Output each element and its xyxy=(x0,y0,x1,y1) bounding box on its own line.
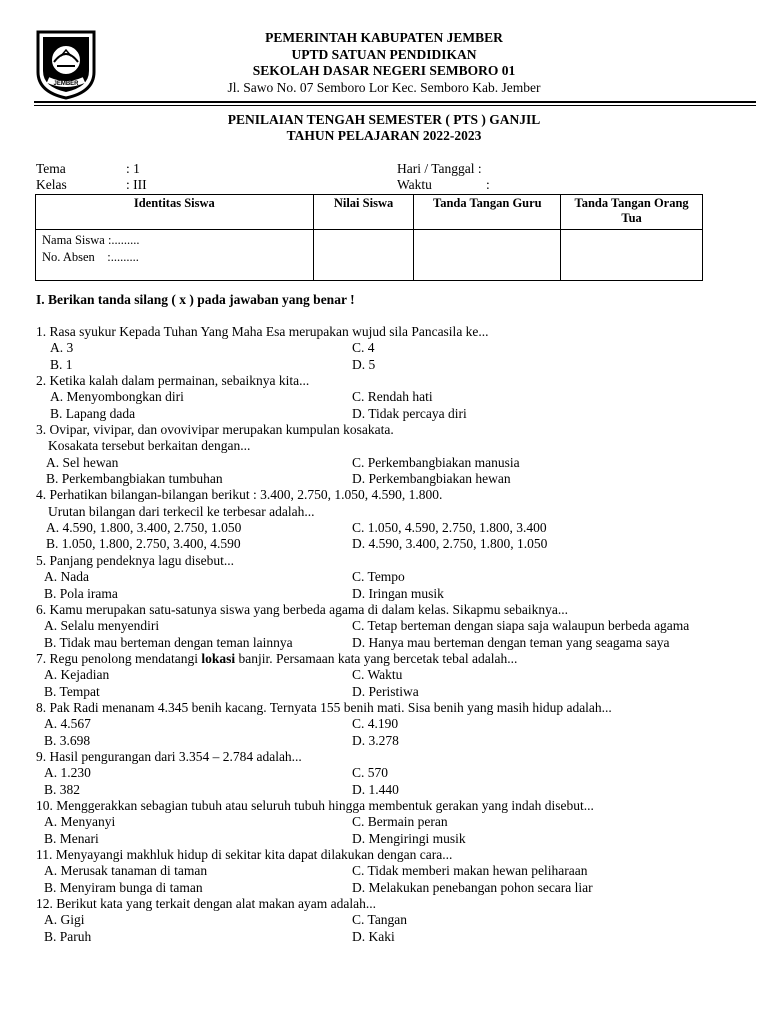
answer-row xyxy=(36,618,756,634)
answer-row xyxy=(36,782,756,798)
question-text: 3. Ovipar, vivipar, dan ovovivipar merupakan kumpulan kosakata. xyxy=(36,422,394,438)
header-government: PEMERINTAH KABUPATEN JEMBER xyxy=(265,30,503,45)
option-b[interactable]: B. 1 xyxy=(50,356,73,372)
option-d[interactable]: D. 1.440 xyxy=(352,781,399,797)
hari-tanggal-label: Hari / Tanggal : xyxy=(397,161,482,176)
option-a[interactable]: A. Menyanyi xyxy=(44,814,116,830)
answer-row xyxy=(36,520,756,536)
option-a[interactable]: A. Merusak tanaman di taman xyxy=(44,863,208,879)
option-d[interactable]: D. Hanya mau berteman dengan teman yang seagama saya xyxy=(352,634,670,650)
option-d[interactable]: D. Perkembangbiakan hewan xyxy=(352,471,511,487)
student-identity-table xyxy=(35,194,703,281)
option-d[interactable]: D. Kaki xyxy=(352,928,395,944)
header-uptd: UPTD SATUAN PENDIDIKAN xyxy=(291,47,477,62)
header-school-name: SEKOLAH DASAR NEGERI SEMBORO 01 xyxy=(252,63,516,78)
option-d[interactable]: D. Melakukan penebangan pohon secara liar xyxy=(352,879,593,895)
answer-row xyxy=(36,536,756,552)
kelas-value: : III xyxy=(126,177,147,192)
answer-row xyxy=(36,340,756,356)
question-text: 11. Menyayangi makhluk hidup di sekitar kita dapat dilakukan dengan cara... xyxy=(36,847,453,862)
option-d[interactable]: D. 4.590, 3.400, 2.750, 1.800, 1.050 xyxy=(352,536,548,552)
option-d[interactable]: D. 3.278 xyxy=(352,732,399,748)
option-d[interactable]: D. Iringan musik xyxy=(352,585,444,601)
option-b[interactable]: B. Tempat xyxy=(44,683,100,699)
question-list xyxy=(36,324,756,945)
option-a[interactable]: A. 3 xyxy=(50,340,74,356)
question-text-continued: Kosakata tersebut berkaitan dengan... xyxy=(48,438,251,454)
answer-row xyxy=(36,471,756,487)
option-a[interactable]: A. Nada xyxy=(44,569,89,585)
answer-row xyxy=(36,716,756,732)
answer-row xyxy=(36,667,756,683)
question-text xyxy=(36,651,756,667)
tema-label: Tema xyxy=(36,161,66,176)
ttd-guru-cell[interactable] xyxy=(414,230,561,281)
question-text: 2. Ketika kalah dalam permainan, sebaiknya kita... xyxy=(36,373,310,389)
col-nilai-siswa: Nilai Siswa xyxy=(313,195,414,230)
option-a[interactable]: A. 4.567 xyxy=(44,716,91,732)
answer-row xyxy=(36,569,756,585)
question-text: 12. Berikut kata yang terkait dengan alat makan ayam adalah... xyxy=(36,896,376,912)
option-b[interactable]: B. Menari xyxy=(44,830,99,846)
answer-row xyxy=(36,863,756,879)
option-c[interactable]: C. Perkembangbiakan manusia xyxy=(352,454,520,470)
option-c[interactable]: C. Tidak memberi makan hewan peliharaan xyxy=(352,863,588,879)
col-ttd-orang-tua: Tanda Tangan Orang Tua xyxy=(561,195,703,230)
option-c[interactable]: C. Tetap berteman dengan siapa saja walaupun berbeda agama xyxy=(352,618,690,634)
answer-row xyxy=(36,765,756,781)
option-d[interactable]: D. Peristiwa xyxy=(352,683,419,699)
section-instruction: I. Berikan tanda silang ( x ) pada jawaban yang benar ! xyxy=(36,292,355,307)
option-c[interactable]: C. Tangan xyxy=(352,912,408,928)
header-address: Jl. Sawo No. 07 Semboro Lor Kec. Semboro Kab. Jember xyxy=(227,80,541,95)
waktu-label: Waktu xyxy=(397,177,432,192)
answer-row xyxy=(36,357,756,373)
col-ttd-guru: Tanda Tangan Guru xyxy=(414,195,561,230)
option-a[interactable]: A. Menyombongkan diri xyxy=(50,389,184,405)
answer-row xyxy=(36,831,756,847)
option-c[interactable]: C. 4 xyxy=(352,340,375,356)
tema-value: : 1 xyxy=(126,161,140,176)
option-b[interactable]: B. Perkembangbiakan tumbuhan xyxy=(46,471,223,487)
option-b[interactable]: B. 1.050, 1.800, 2.750, 3.400, 4.590 xyxy=(46,536,241,552)
option-d[interactable]: D. 5 xyxy=(352,356,376,372)
answer-row xyxy=(36,880,756,896)
answer-row xyxy=(36,635,756,651)
option-c[interactable]: C. Rendah hati xyxy=(352,389,433,405)
option-b[interactable]: B. Menyiram bunga di taman xyxy=(44,879,203,895)
waktu-value: : xyxy=(486,177,490,192)
question-text: 10. Menggerakkan sebagian tubuh atau seluruh tubuh hingga membentuk gerakan yang indah disebut... xyxy=(36,797,594,813)
question-text-continued: Urutan bilangan dari terkecil ke terbesar adalah... xyxy=(48,503,315,519)
option-b[interactable]: B. 382 xyxy=(44,781,81,797)
option-a[interactable]: A. Kejadian xyxy=(44,667,110,683)
answer-row xyxy=(36,814,756,830)
answer-row xyxy=(36,389,756,405)
nilai-cell[interactable] xyxy=(313,230,414,281)
option-b[interactable]: B. Lapang dada xyxy=(50,405,136,421)
answer-row xyxy=(36,455,756,471)
ttd-orang-tua-cell[interactable] xyxy=(561,230,703,281)
option-a[interactable]: A. Sel hewan xyxy=(46,454,119,470)
option-d[interactable]: D. Mengiringi musik xyxy=(352,830,466,846)
option-c[interactable]: C. 4.190 xyxy=(352,716,399,732)
option-b[interactable]: B. 3.698 xyxy=(44,732,91,748)
nama-siswa-field: Nama Siswa :......... xyxy=(42,233,140,247)
option-c[interactable]: C. Waktu xyxy=(352,667,403,683)
header-divider-thick xyxy=(34,101,756,103)
question-text: 1. Rasa syukur Kepada Tuhan Yang Maha Esa merupakan wujud sila Pancasila ke... xyxy=(36,324,489,339)
academic-year: TAHUN PELAJARAN 2022-2023 xyxy=(286,128,482,143)
option-a[interactable]: A. Gigi xyxy=(44,912,85,928)
option-b[interactable]: B. Pola irama xyxy=(44,585,118,601)
header-divider-thin xyxy=(34,105,756,106)
option-c[interactable]: C. Tempo xyxy=(352,569,405,585)
question-text-end: banjir. Persamaan kata yang bercetak tebal adalah... xyxy=(235,650,518,666)
question-text: 6. Kamu merupakan satu-satunya siswa yang berbeda agama di dalam kelas. Sikapmu sebaiknya... xyxy=(36,601,568,617)
no-absen-field: No. Absen :......... xyxy=(42,250,139,264)
option-a[interactable]: A. 1.230 xyxy=(44,765,91,781)
question-text: 8. Pak Radi menanam 4.345 benih kacang. Ternyata 155 benih mati. Sisa benih yang masih hidup adalah... xyxy=(36,699,612,715)
option-a[interactable]: A. 4.590, 1.800, 3.400, 2.750, 1.050 xyxy=(46,520,242,536)
question-text-start: 7. Regu penolong mendatangi xyxy=(36,650,202,666)
identity-cell[interactable] xyxy=(36,230,314,281)
question-text: 5. Panjang pendeknya lagu disebut... xyxy=(36,552,234,568)
col-identitas-siswa: Identitas Siswa xyxy=(36,195,314,230)
answer-row xyxy=(36,929,756,945)
option-d[interactable]: D. Tidak percaya diri xyxy=(352,405,467,421)
bold-keyword: lokasi xyxy=(201,650,236,666)
svg-text:JEMBER: JEMBER xyxy=(53,81,79,87)
option-b[interactable]: B. Tidak mau berteman dengan teman lainnya xyxy=(44,634,293,650)
question-text: 4. Perhatikan bilangan-bilangan berikut : 3.400, 2.750, 1.050, 4.590, 1.800. xyxy=(36,487,443,503)
question-text: 9. Hasil pengurangan dari 3.354 – 2.784 adalah... xyxy=(36,748,302,764)
exam-title: PENILAIAN TENGAH SEMESTER ( PTS ) GANJIL xyxy=(227,112,541,127)
option-c[interactable]: C. Bermain peran xyxy=(352,814,448,830)
option-c[interactable]: C. 1.050, 4.590, 2.750, 1.800, 3.400 xyxy=(352,520,547,536)
answer-row xyxy=(36,733,756,749)
kelas-label: Kelas xyxy=(36,177,67,192)
option-c[interactable]: C. 570 xyxy=(352,765,389,781)
option-b[interactable]: B. Paruh xyxy=(44,928,92,944)
answer-row xyxy=(36,586,756,602)
answer-row xyxy=(36,912,756,928)
answer-row xyxy=(36,684,756,700)
option-a[interactable]: A. Selalu menyendiri xyxy=(44,618,160,634)
answer-row xyxy=(36,406,756,422)
